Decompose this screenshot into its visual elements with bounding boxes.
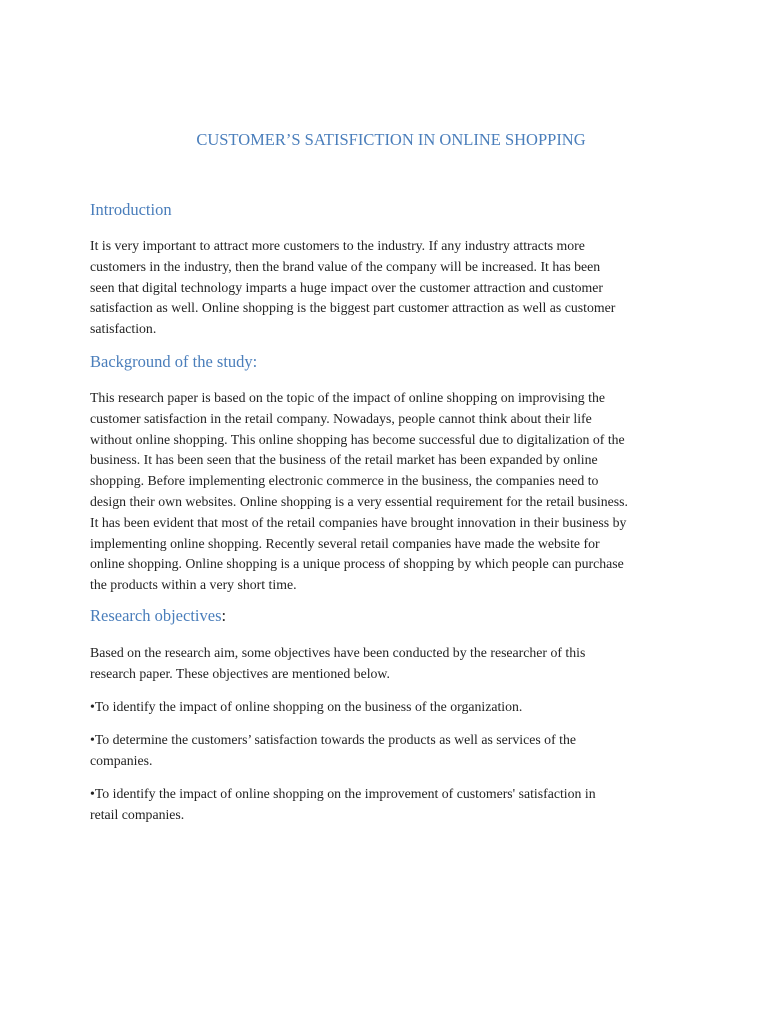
paragraph-line: design their own websites. Online shopping is a very essential requirement for the retail business. [90, 493, 628, 509]
paragraph-line: without online shopping. This online shopping has become successful due to digitalization of the [90, 431, 625, 447]
paragraph-line: customers in the industry, then the brand value of the company will be increased. It has been [90, 258, 601, 274]
paragraph-line: shopping. Before implementing electronic commerce in the business, the companies need to [90, 473, 599, 489]
introduction-heading: Introduction [90, 200, 172, 219]
objectives-heading-colon: : [221, 606, 227, 625]
objectives-intro-paragraph [90, 643, 690, 685]
document-title: CUSTOMER’S SATISFICTION IN ONLINE SHOPPING [196, 130, 586, 149]
background-heading: Background of the study: [90, 352, 258, 371]
paragraph-line: research paper. These objectives are mentioned below. [90, 665, 390, 681]
objectives-heading-text: Research objectives [90, 606, 222, 625]
bullet-line: •To identify the impact of online shopping on the improvement of customers' satisfaction in [90, 786, 596, 801]
introduction-paragraph [90, 236, 690, 340]
paragraph-line: satisfaction as well. Online shopping is the biggest part customer attraction as well as customer [90, 300, 616, 316]
paragraph-line: seen that digital technology imparts a huge impact over the customer attraction and customer [90, 279, 604, 295]
bullet-line: •To identify the impact of online shopping on the business of the organization. [90, 699, 523, 714]
bullet-line: companies. [90, 752, 153, 768]
paragraph-line: the products within a very short time. [90, 577, 297, 593]
objective-bullet-1 [90, 697, 690, 718]
bullet-line: •To determine the customers’ satisfaction towards the products as well as services of the [90, 732, 576, 747]
paragraph-line: It has been evident that most of the retail companies have brought innovation in their business by [90, 514, 627, 530]
objectives-heading [90, 606, 226, 626]
paragraph-line: customer satisfaction in the retail company. Nowadays, people cannot think about their life [90, 410, 592, 426]
bullet-line: retail companies. [90, 806, 185, 822]
paragraph-line: It is very important to attract more customers to the industry. If any industry attracts more [90, 238, 585, 253]
paragraph-line: This research paper is based on the topic of the impact of online shopping on improvising the [90, 390, 605, 405]
paragraph-line: business. It has been seen that the business of the retail market has been expanded by online [90, 452, 598, 468]
background-paragraph [90, 388, 690, 596]
paragraph-line: implementing online shopping. Recently several retail companies have made the website for [90, 535, 600, 551]
paragraph-line: satisfaction. [90, 321, 157, 337]
objective-bullet-3 [90, 784, 690, 826]
objective-bullet-2 [90, 730, 690, 772]
paragraph-line: online shopping. Online shopping is a unique process of shopping by which people can purchase [90, 556, 624, 572]
paragraph-line: Based on the research aim, some objectives have been conducted by the researcher of this [90, 645, 586, 660]
